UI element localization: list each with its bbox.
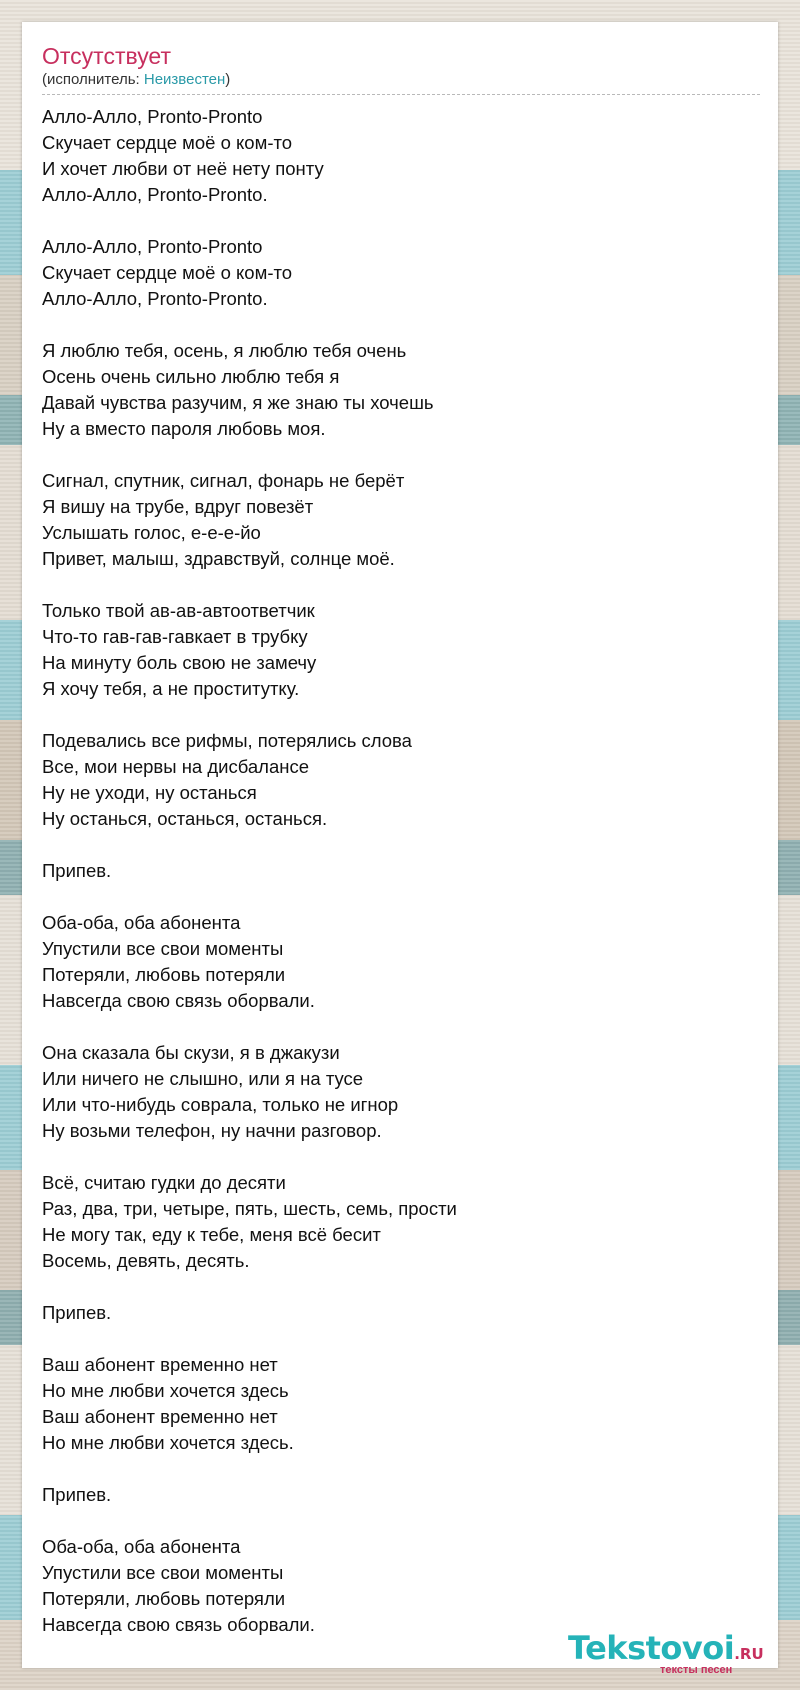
lyric-line: Навсегда свою связь оборвали. [42,1614,315,1635]
lyric-line: На минуту боль свою не замечу [42,652,317,673]
lyric-line: Только твой ав-ав-автоответчик [42,600,315,621]
lyric-line: Оба-оба, оба абонента [42,1536,241,1557]
lyric-line: Ну а вместо пароля любовь моя. [42,418,326,439]
lyric-line: Алло-Алло, Pronto-Pronto. [42,184,268,205]
lyric-line: Алло-Алло, Pronto-Pronto [42,236,263,257]
lyric-line: Скучает сердце моё о ком-то [42,262,293,283]
lyric-line: Или ничего не слышно, или я на тусе [42,1068,364,1089]
stanza-break [42,1508,762,1534]
stanza-break [42,1274,762,1300]
lyric-line: Раз, два, три, четыре, пять, шесть, семь, прости [42,1198,457,1219]
lyric-line: Припев. [42,860,112,881]
stanza-break [42,1456,762,1482]
song-header [42,42,760,95]
lyric-line: Алло-Алло, Pronto-Pronto. [42,288,268,309]
stanza-break [42,884,762,910]
lyrics-card [22,22,778,1676]
artist-link[interactable]: Неизвестен [143,71,226,88]
site-logo[interactable] [568,1630,768,1674]
artist-line [42,70,760,95]
lyric-line: Или что-нибудь соврала, только не игнор [42,1094,399,1115]
lyric-line: Потеряли, любовь потеряли [42,964,286,985]
lyric-line: Осень очень сильно люблю тебя я [42,366,340,387]
stanza-break [42,442,762,468]
lyrics-text [42,104,762,1638]
artist-suffix: ) [225,71,231,88]
lyric-line: Ну останься, останься, останься. [42,808,328,829]
lyric-line: Скучает сердце моё о ком-то [42,132,293,153]
lyric-line: Привет, малыш, здравствуй, солнце моё. [42,548,395,569]
lyric-line: Она сказала бы скузи, я в джакузи [42,1042,340,1063]
lyric-line: Но мне любви хочется здесь [42,1380,289,1401]
artist-prefix: (исполнитель: [42,71,144,88]
stanza-break [42,312,762,338]
song-title: Отсутствует [42,43,171,69]
stanza-break [42,832,762,858]
stanza-break [42,572,762,598]
lyric-line: Алло-Алло, Pronto-Pronto [42,106,263,127]
lyric-line: Упустили все свои моменты [42,1562,284,1583]
stanza-break [42,208,762,234]
lyric-line: Навсегда свою связь оборвали. [42,990,315,1011]
lyric-line: Ваш абонент временно нет [42,1406,278,1427]
lyric-line: Я хочу тебя, а не проститутку. [42,678,300,699]
lyric-line: Я вишу на трубе, вдруг повезёт [42,496,314,517]
lyric-line: Что-то гав-гав-гавкает в трубку [42,626,308,647]
lyric-line: Сигнал, спутник, сигнал, фонарь не берёт [42,470,405,491]
lyric-line: Припев. [42,1302,112,1323]
stanza-break [42,702,762,728]
lyric-line: Ваш абонент временно нет [42,1354,278,1375]
lyric-line: Услышать голос, е-е-е-йо [42,522,261,543]
lyric-line: Но мне любви хочется здесь. [42,1432,294,1453]
lyric-line: Упустили все свои моменты [42,938,284,959]
lyric-line: И хочет любви от неё нету понту [42,158,324,179]
stanza-break [42,1326,762,1352]
lyric-line: Я люблю тебя, осень, я люблю тебя очень [42,340,407,361]
lyric-line: Все, мои нервы на дисбалансе [42,756,310,777]
lyric-line: Припев. [42,1484,112,1505]
lyric-line: Ну не уходи, ну останься [42,782,257,803]
logo-name: Tekstovoi [568,1629,735,1667]
lyric-line: Не могу так, еду к тебе, меня всё бесит [42,1224,381,1245]
lyric-line: Оба-оба, оба абонента [42,912,241,933]
lyric-line: Потеряли, любовь потеряли [42,1588,286,1609]
lyric-line: Восемь, девять, десять. [42,1250,250,1271]
lyric-line: Ну возьми телефон, ну начни разговор. [42,1120,382,1141]
lyric-line: Всё, считаю гудки до десяти [42,1172,286,1193]
logo-tld: .RU [734,1645,764,1663]
logo-tagline: тексты песен [660,1664,733,1676]
lyric-line: Давай чувства разучим, я же знаю ты хочешь [42,392,434,413]
stanza-break [42,1144,762,1170]
lyric-line: Подевались все рифмы, потерялись слова [42,730,412,751]
stanza-break [42,1014,762,1040]
